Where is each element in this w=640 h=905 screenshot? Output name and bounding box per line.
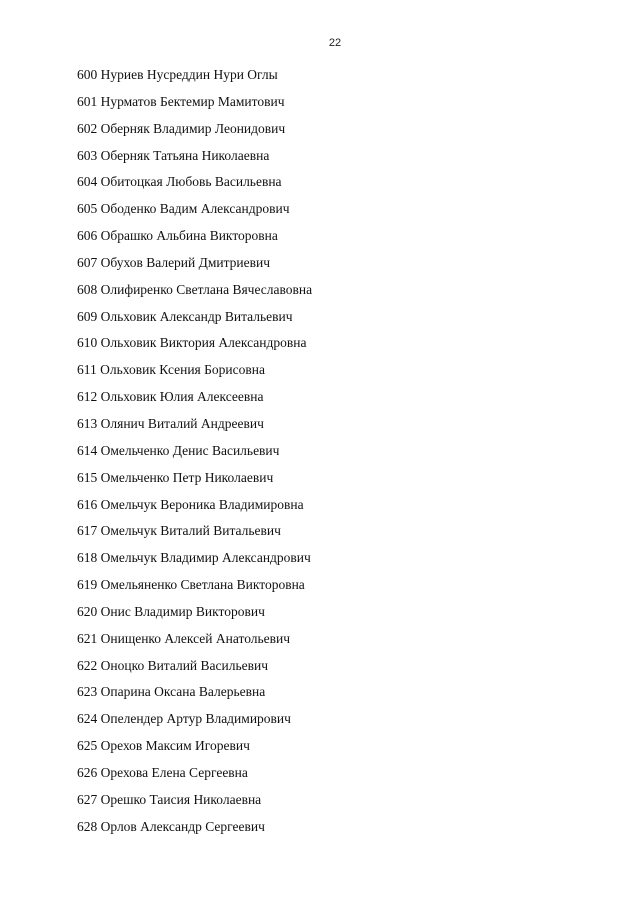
list-item: 612 Ольховик Юлия Алексеевна — [77, 389, 264, 405]
list-item: 620 Онис Владимир Викторович — [77, 603, 265, 619]
list-item: 602 Оберняк Владимир Леонидович — [77, 120, 286, 136]
list-item: 627 Орешко Таисия Николаевна — [77, 791, 262, 807]
list-item: 604 Обитоцкая Любовь Васильевна — [77, 174, 282, 190]
list-item: 600 Нуриев Нусреддин Нури Оглы — [77, 67, 278, 82]
list-item: 616 Омельчук Вероника Владимировна — [77, 496, 304, 512]
list-item: 624 Опелендер Артур Владимирович — [77, 711, 291, 727]
list-item: 614 Омельченко Денис Васильевич — [77, 442, 280, 458]
list-item: 611 Ольховик Ксения Борисовна — [77, 362, 265, 378]
list-item: 605 Ободенко Вадим Александрович — [77, 201, 290, 217]
list-item: 610 Ольховик Виктория Александровна — [77, 335, 307, 351]
list-item: 618 Омельчук Владимир Александрович — [77, 550, 311, 566]
list-item: 607 Обухов Валерий Дмитриевич — [77, 254, 271, 270]
list-item: 617 Омельчук Виталий Витальевич — [77, 523, 281, 539]
list-item: 613 Олянич Виталий Андреевич — [77, 415, 264, 431]
list-item: 601 Нурматов Бектемир Мамитович — [77, 93, 285, 109]
name-list — [77, 66, 312, 844]
list-item: 609 Ольховик Александр Витальевич — [77, 308, 293, 324]
list-item: 608 Олифиренко Светлана Вячеславовна — [77, 281, 313, 297]
list-item: 606 Обрашко Альбина Викторовна — [77, 228, 278, 244]
page-number: 22 — [328, 37, 342, 49]
list-item: 625 Орехов Максим Игоревич — [77, 738, 250, 754]
list-item: 619 Омельяненко Светлана Викторовна — [77, 577, 305, 593]
list-item: 626 Орехова Елена Сергеевна — [77, 764, 248, 780]
list-item: 622 Оноцко Виталий Васильевич — [77, 657, 269, 673]
list-item: 603 Оберняк Татьяна Николаевна — [77, 147, 270, 163]
list-item: 621 Онищенко Алексей Анатольевич — [77, 630, 291, 646]
list-item: 615 Омельченко Петр Николаевич — [77, 469, 274, 485]
list-item: 628 Орлов Александр Сергеевич — [77, 818, 265, 834]
list-item: 623 Опарина Оксана Валерьевна — [77, 684, 266, 700]
